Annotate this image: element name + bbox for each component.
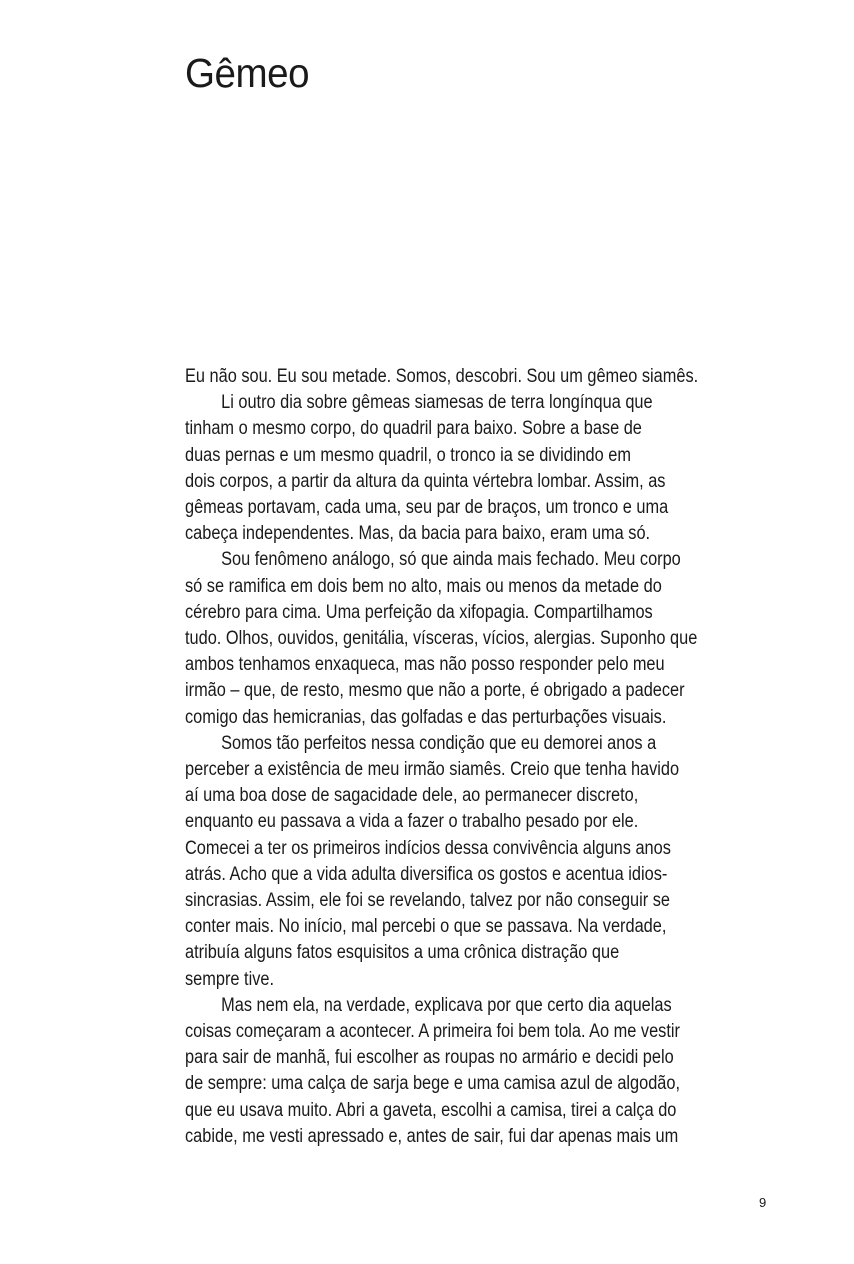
page-number: 9	[759, 1195, 767, 1210]
text-line: tinham o mesmo corpo, do quadril para baixo. Sobre a base de	[185, 418, 642, 440]
text-line: para sair de manhã, fui escolher as roupas no armário e decidi pelo	[185, 1047, 674, 1069]
text-line: gêmeas portavam, cada uma, seu par de braços, um tronco e uma	[185, 497, 669, 519]
text-line: coisas começaram a acontecer. A primeira foi bem tola. Ao me vestir	[185, 1021, 680, 1043]
paragraph-first-line: Li outro dia sobre gêmeas siamesas de terra longínqua que	[221, 392, 653, 414]
text-line: cabide, me vesti apressado e, antes de sair, fui dar apenas mais um	[185, 1125, 679, 1147]
text-line: atrás. Acho que a vida adulta diversifica os gostos e acentua idios-	[185, 863, 668, 885]
text-line: enquanto eu passava a vida a fazer o trabalho pesado por ele.	[185, 811, 639, 833]
text-line: Eu não sou. Eu sou metade. Somos, descobri. Sou um gêmeo siamês.	[185, 366, 699, 387]
text-line: tudo. Olhos, ouvidos, genitália, vísceras, vícios, alergias. Suponho que	[185, 628, 698, 650]
text-line: atribuía alguns fatos esquisitos a uma crônica distração que	[185, 942, 620, 964]
text-line: ambos tenhamos enxaqueca, mas não posso responder pelo meu	[185, 654, 665, 676]
text-line: sincrasias. Assim, ele foi se revelando, talvez por não conseguir se	[185, 890, 670, 912]
text-line: só se ramifica em dois bem no alto, mais ou menos da metade do	[185, 575, 662, 597]
text-line: perceber a existência de meu irmão siamês. Creio que tenha havido	[185, 759, 680, 781]
text-line: de sempre: uma calça de sarja bege e uma camisa azul de algodão,	[185, 1073, 681, 1095]
text-line: sempre tive.	[185, 968, 274, 990]
text-line: que eu usava muito. Abri a gaveta, escolhi a camisa, tirei a calça do	[185, 1099, 677, 1121]
text-line: aí uma boa dose de sagacidade dele, ao permanecer discreto,	[185, 785, 639, 807]
page-title: Gêmeo	[185, 50, 310, 96]
paragraph-first-line: Somos tão perfeitos nessa condição que eu demorei anos a	[221, 732, 657, 754]
text-line: comigo das hemicranias, das golfadas e das perturbações visuais.	[185, 706, 667, 728]
text-line: dois corpos, a partir da altura da quinta vértebra lombar. Assim, as	[185, 470, 666, 492]
text-line: cérebro para cima. Uma perfeição da xifopagia. Compartilhamos	[185, 601, 653, 623]
text-line: conter mais. No início, mal percebi o que se passava. Na verdade,	[185, 916, 667, 938]
text-line: irmão – que, de resto, mesmo que não a porte, é obrigado a padecer	[185, 680, 685, 702]
text-line: duas pernas e um mesmo quadril, o tronco ia se dividindo em	[185, 444, 631, 466]
paragraph-first-line: Sou fenômeno análogo, só que ainda mais fechado. Meu corpo	[221, 549, 681, 571]
paragraph-first-line: Mas nem ela, na verdade, explicava por que certo dia aquelas	[221, 994, 672, 1016]
text-line: cabeça independentes. Mas, da bacia para baixo, eram uma só.	[185, 523, 651, 545]
text-line: Comecei a ter os primeiros indícios dessa convivência alguns anos	[185, 837, 671, 859]
body-text	[185, 364, 825, 1150]
